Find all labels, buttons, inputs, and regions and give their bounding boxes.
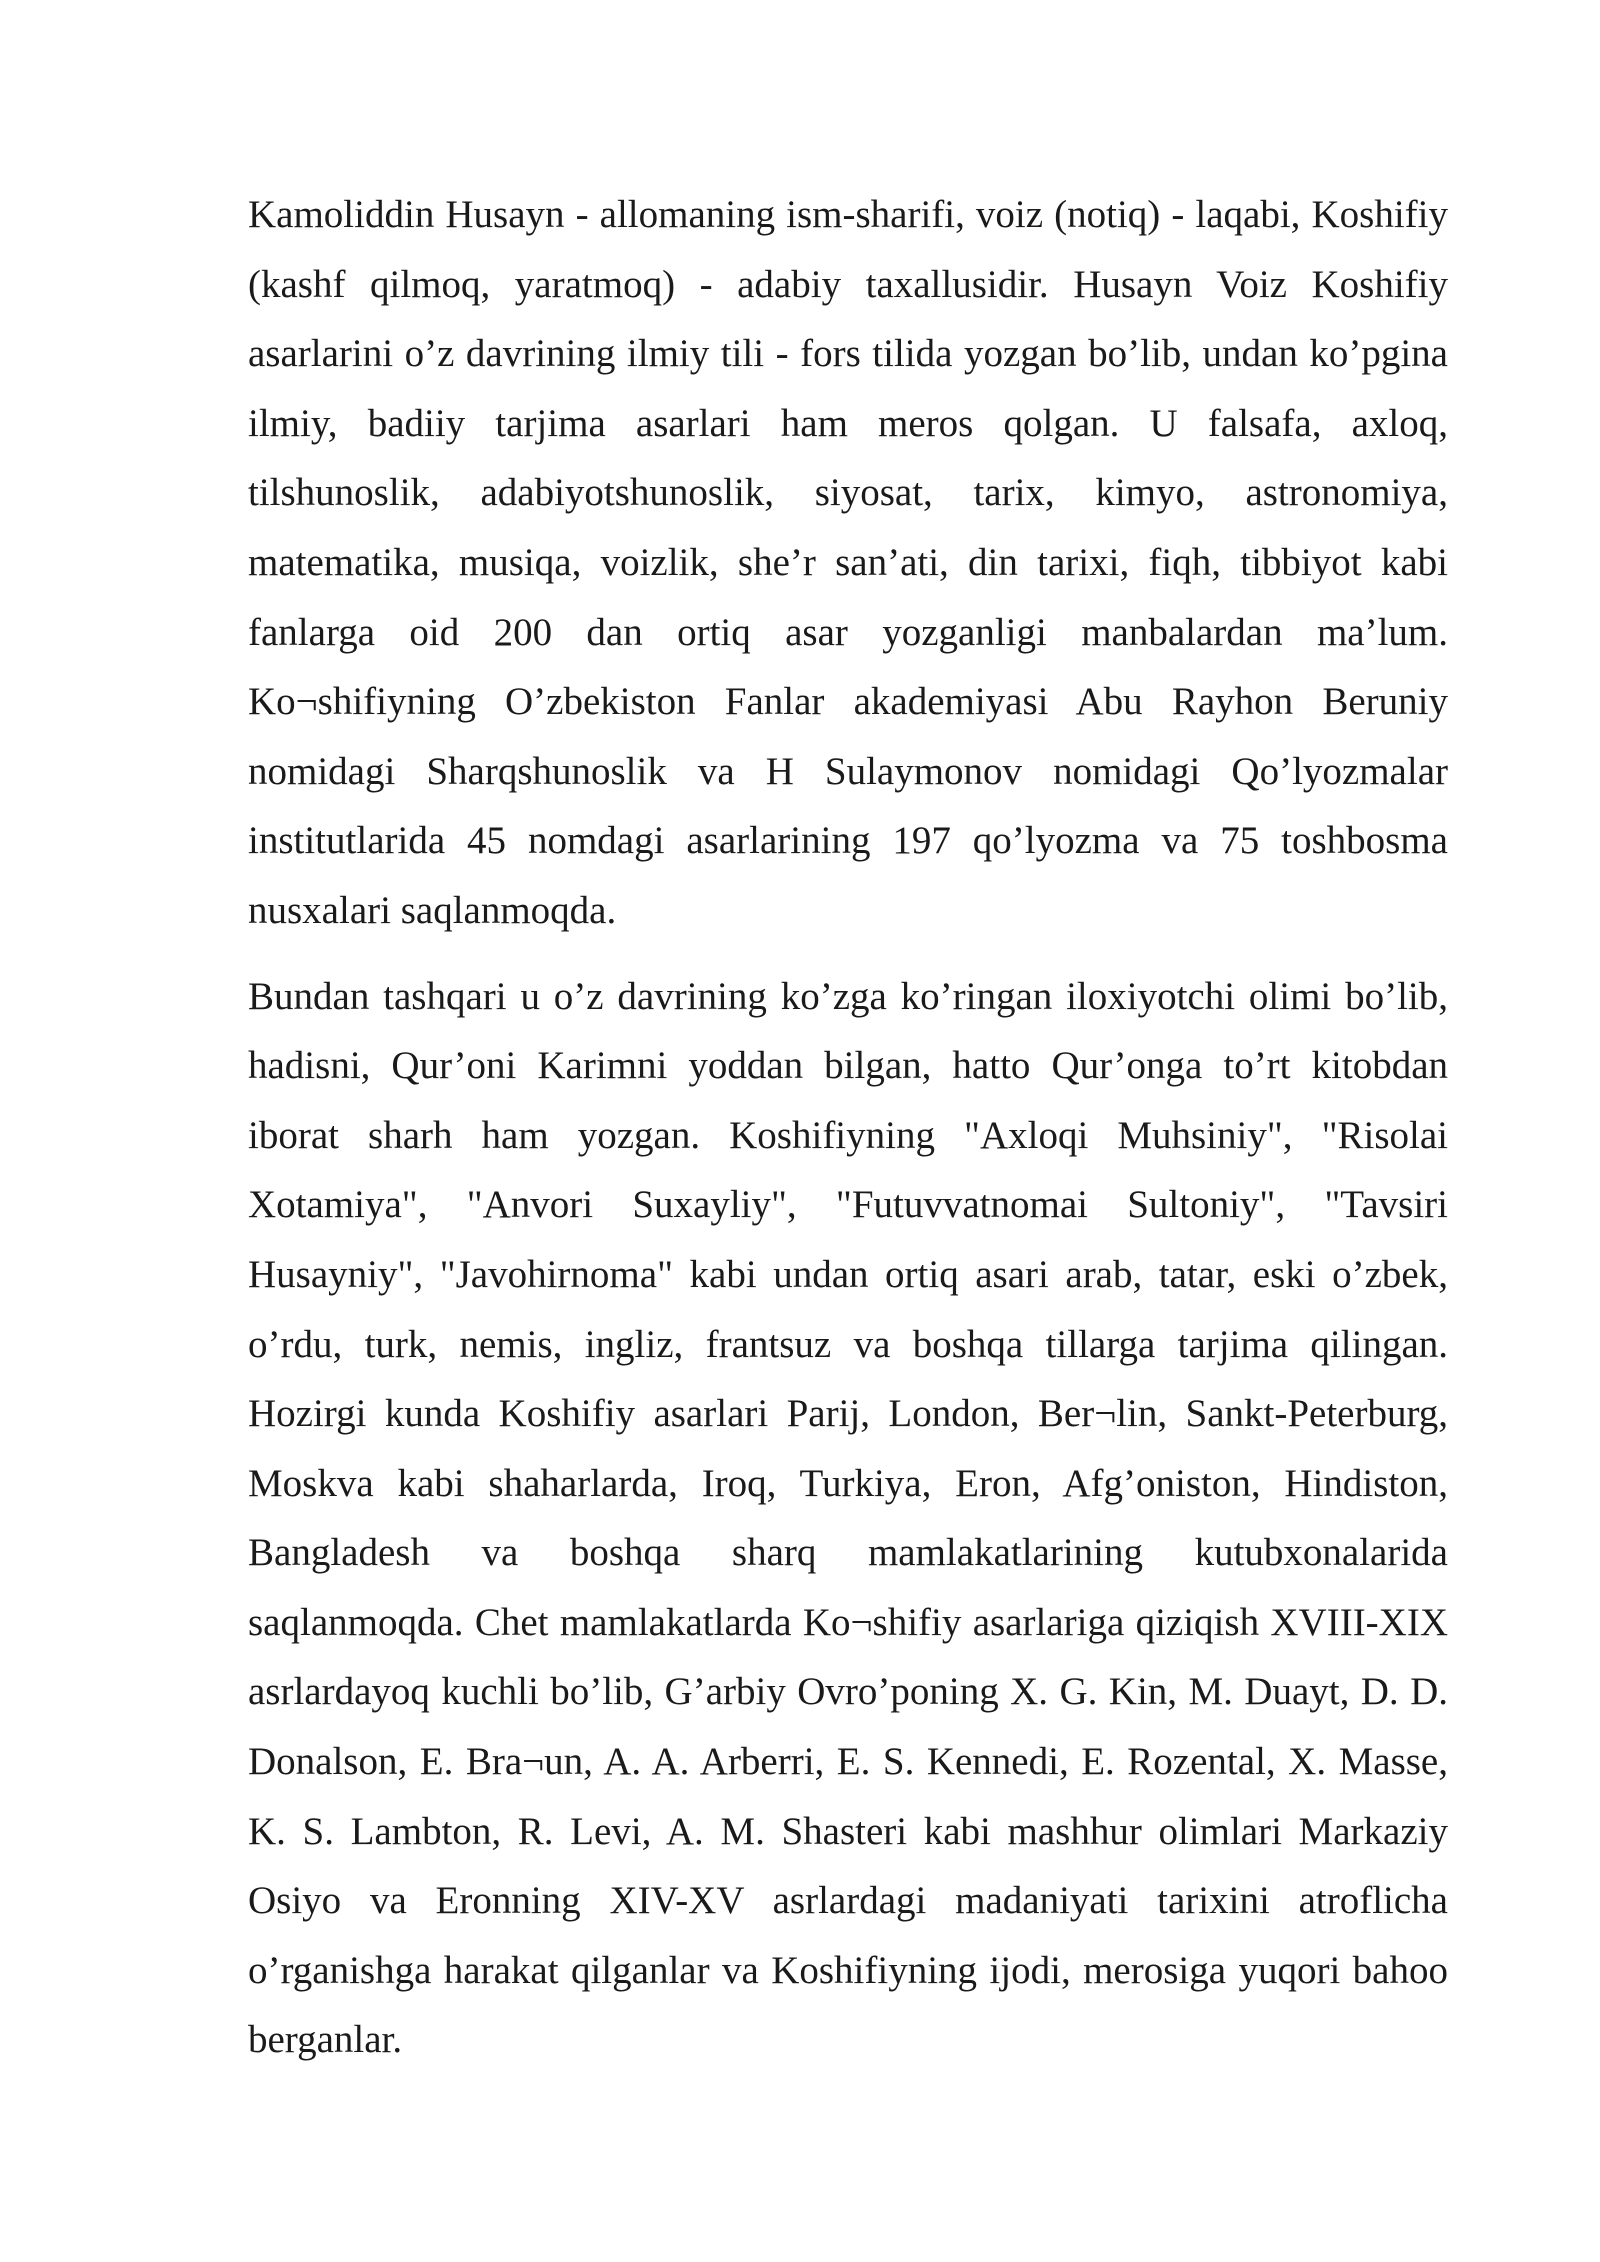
paragraph-2: Bundan tashqari u o’z davrining ko’zga ko’ringan iloxiyotchi olimi bo’lib, hadisni, Qur’oni Karimni yoddan bilgan, hatto Qur’onga to’rt kitobdan iborat sharh ham yozgan. Koshifiyning "Axloqi Muhsiniy", "Risolai Xotamiya", "Anvori Suxayliy", "Futuvvatnomai Sultoniy", "Tavsiri Husayniy", "Javohirnoma" kabi undan ortiq asari arab, tatar, eski o’zbek, o’rdu, turk, nemis, ingliz, frantsuz va boshqa tillarga tarjima qilingan. Hozirgi kunda Koshifiy asarlari Parij, London, Ber¬lin, Sankt-Peterburg, Moskva kabi shaharlarda, Iroq, Turkiya, Eron, Afg’oniston, Hindiston, Bangladesh va boshqa sharq mamlakatlarining kutubxonalarida saqlanmoqda. Chet mamlakatlarda Ko¬shifiy asarlariga qiziqish XVIII-XIX asrlardayoq kuchli bo’lib, G’arbiy Ovro’poning X. G. Kin, M. Duayt, D. D. Donalson, E. Bra¬un, A. A. Arberri, E. S. Kennedi, E. Rozental, X. Masse, K. S. Lambton, R. Levi, A. M. Shasteri kabi mashhur olimlari Markaziy Osiyo va Eronning XIV-XV asrlardagi madaniyati tarixini atroflicha o’rganishga harakat qilganlar va Koshifiyning ijodi, merosiga yuqori bahoo berganlar. (248, 974, 1448, 2062)
document-body (248, 180, 1448, 2091)
paragraph-1: Kamoliddin Husayn - allomaning ism-sharifi, voiz (notiq) - laqabi, Koshifiy (kashf qilmoq, yaratmoq) - adabiy taxallusidir. Husayn Voiz Koshifiy asarlarini o’z davrining ilmiy tili - fors tilida yozgan bo’lib, undan ko’pgina ilmiy, badiiy tarjima asarlari ham meros qolgan. U falsafa, axloq, tilshunoslik, adabiyotshunoslik, siyosat, tarix, kimyo, astronomiya, matematika, musiqa, voizlik, she’r san’ati, din tarixi, fiqh, tibbiyot kabi fanlarga oid 200 dan ortiq asar yozganligi manbalardan ma’lum. Ko¬shifiyning O’zbekiston Fanlar akademiyasi Abu Rayhon Beruniy nomidagi Sharqshunoslik va H Sulaymonov nomidagi Qo’lyozmalar institutlarida 45 nomdagi asarlarining 197 qo’lyozma va 75 toshbosma nusxalari saqlanmoqda. (248, 193, 1448, 932)
